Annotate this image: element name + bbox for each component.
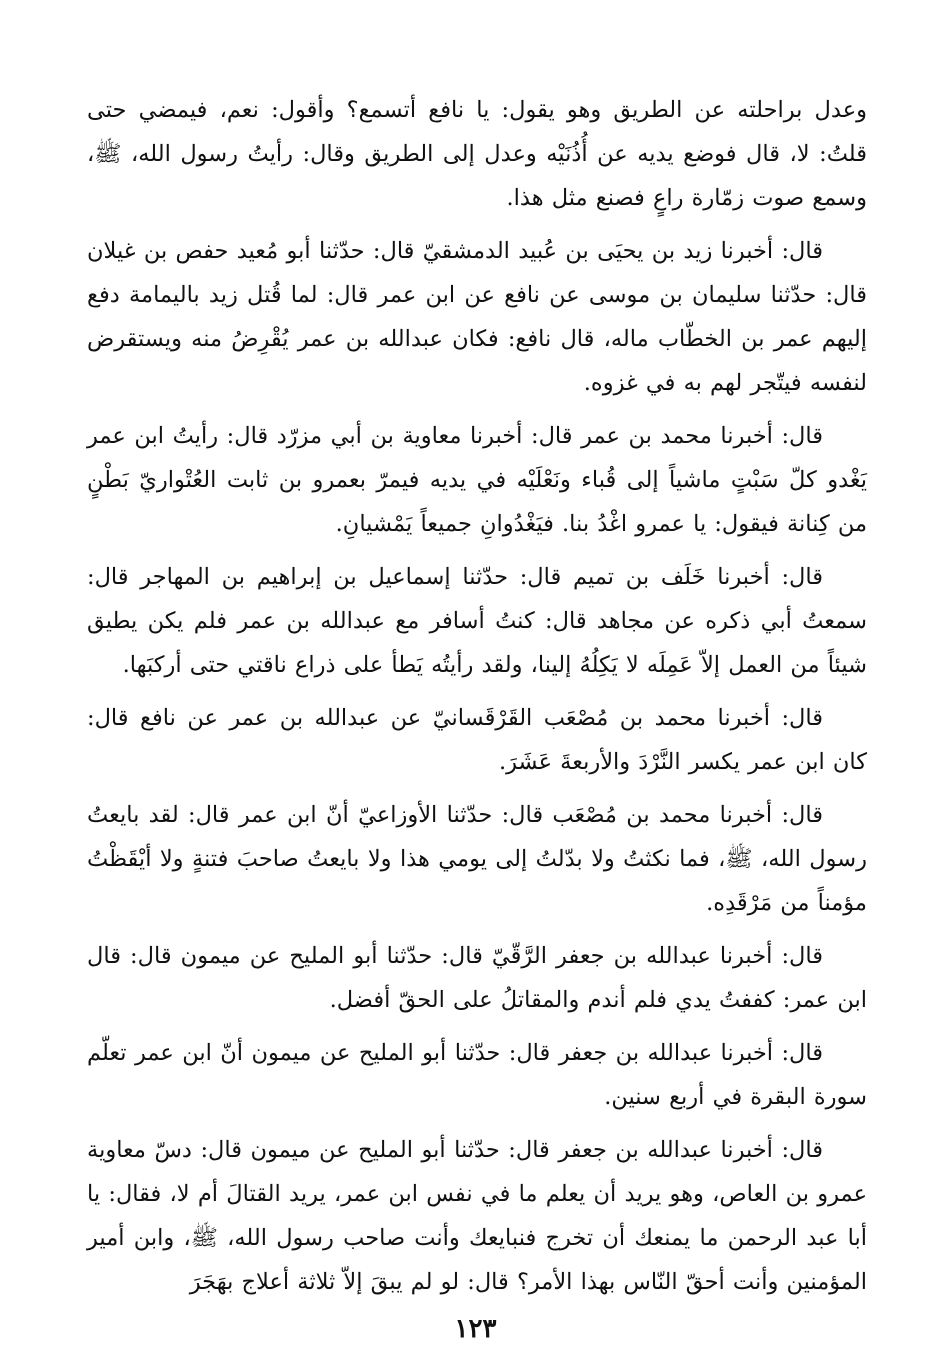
- paragraph-bayah: قال: أخبرنا محمد بن مُصْعَب قال: حدّثنا الأوزاعيّ أنّ ابن عمر قال: لقد بايعتُ رسول الله، ﷺ، فما نكثتُ ولا بدّلتُ إلى يومي هذا ولا بايعتُ صاحبَ فتنةٍ ولا أيْقَظْتُ مؤمناً من مَرْقَدِه.: [87, 802, 867, 916]
- paragraph-quba: قال: أخبرنا محمد بن عمر قال: أخبرنا معاوية بن أبي مزرّد قال: رأيتُ ابن عمر يَغْدو كلّ سَبْتٍ ماشياً إلى قُباء ونَعْلَيْه في يديه فيمرّ بعمرو بن ثابت العُتْواريّ بَطْنٍ من كِنانة فيقول: يا عمرو اغْدُ بنا. فيَغْدُوانِ جميعاً يَمْشيانِ.: [87, 423, 867, 537]
- page-body: [87, 88, 867, 1304]
- paragraph-continuation: وعدل براحلته عن الطريق وهو يقول: يا نافع أتسمع؟ وأقول: نعم، فيمضي حتى قلتُ: لا، قال فوضع يديه عن أُذُنَيْه وعدل إلى الطريق وقال: رأيتُ رسول الله، ﷺ، وسمع صوت زمّارة راعٍ فصنع مثل هذا.: [87, 97, 867, 211]
- paragraph-kafaftu: قال: أخبرنا عبدالله بن جعفر الرَّقّيّ قال: حدّثنا أبو المليح عن ميمون قال: قال ابن عمر: كففتُ يدي فلم أندم والمقاتلُ على الحقّ أفضل.: [87, 943, 867, 1013]
- page-number: ١٢٣: [454, 1314, 497, 1344]
- paragraph-mujahid: قال: أخبرنا خَلَف بن تميم قال: حدّثنا إسماعيل بن إبراهيم بن المهاجر قال: سمعتُ أبي ذكره عن مجاهد قال: كنتُ أسافر مع عبدالله بن عمر فلم يكن يطيق شيئاً من العمل إلاّ عَمِلَه لا يَكِلُهُ إلينا، ولقد رأيتُه يَطأ على ذراع ناقتي حتى أركبَها.: [87, 564, 867, 678]
- paragraph-muawiya: قال: أخبرنا عبدالله بن جعفر قال: حدّثنا أبو المليح عن ميمون قال: دسّ معاوية عمرو بن العاص، وهو يريد أن يعلم ما في نفس ابن عمر، يريد القتالَ أم لا، فقال: يا أبا عبد الرحمن ما يمنعك أن تخرج فنبايعك وأنت صاحب رسول الله، ﷺ، وابن أمير المؤمنين وأنت أحقّ النّاس بهذا الأمر؟ قال: لو لم يبقَ إلاّ ثلاثة أعلاج بهَجَرَ: [87, 1137, 867, 1295]
- paragraph-nard: قال: أخبرنا محمد بن مُصْعَب القَرْقَسانيّ عن عبدالله بن عمر عن نافع قال: كان ابن عمر يكسر النَّرْدَ والأربعةَ عَشَرَ.: [87, 705, 867, 775]
- paragraph-zayd: قال: أخبرنا زيد بن يحيَى بن عُبيد الدمشقيّ قال: حدّثنا أبو مُعيد حفص بن غيلان قال: حدّثنا سليمان بن موسى عن نافع عن ابن عمر قال: لما قُتل زيد باليمامة دفع إليهم عمر بن الخطّاب ماله، قال نافع: فكان عبدالله بن عمر يُقْرِضُ منه ويستقرض لنفسه فيتّجر لهم به في غزوه.: [87, 238, 867, 396]
- paragraph-baqara: قال: أخبرنا عبدالله بن جعفر قال: حدّثنا أبو المليح عن ميمون أنّ ابن عمر تعلّم سورة البقرة في أربع سنين.: [87, 1040, 867, 1110]
